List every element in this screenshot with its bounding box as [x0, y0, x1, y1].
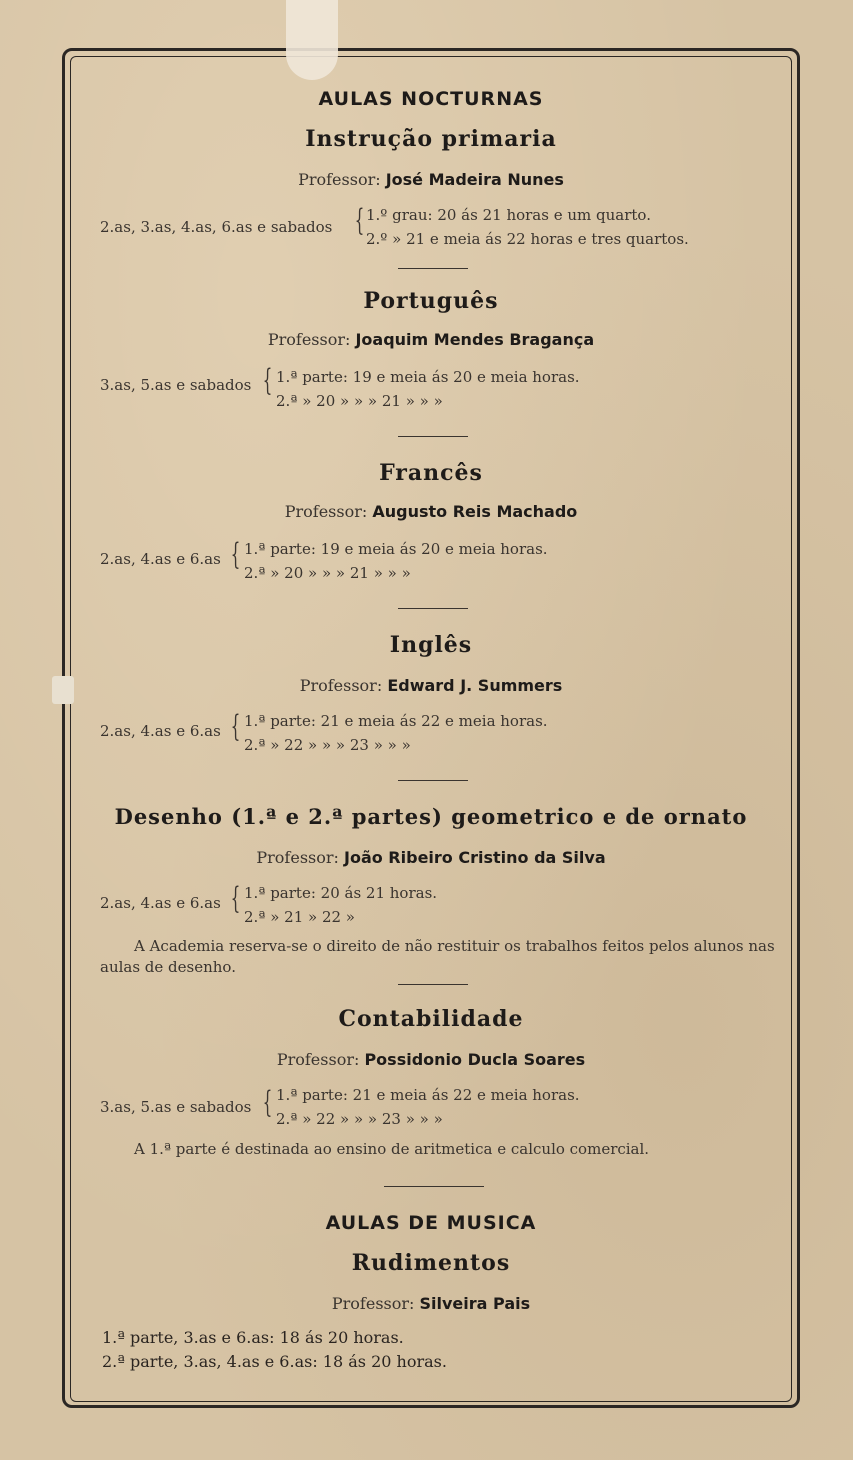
separator: [398, 268, 468, 269]
schedule-line-1: 1.ª parte: 21 e meia ás 22 e meia horas.: [276, 1086, 580, 1104]
brace: {: [354, 203, 365, 238]
subject-frances: Francês: [379, 460, 483, 486]
professor-ingles: [70, 676, 792, 695]
professor-name: Joaquim Mendes Bragança: [355, 330, 595, 349]
professor-portugues: [70, 330, 792, 349]
professor-name: Edward J. Summers: [387, 676, 563, 695]
professor-label: Professor:: [299, 676, 383, 695]
days-instrucao: 2.as, 3.as, 4.as, 6.as e sabados: [100, 218, 333, 236]
professor-contabilidade: [70, 1050, 792, 1069]
schedule-line-2: 2.ª » 20 » » » 21 » » »: [244, 564, 411, 582]
professor-name: José Madeira Nunes: [385, 170, 564, 189]
professor-instrucao: [70, 170, 792, 189]
section-title-nocturnas: AULAS NOCTURNAS: [318, 88, 544, 110]
subject-ingles: Inglês: [389, 632, 473, 658]
schedule-line-1: 1.ª parte: 19 e meia ás 20 e meia horas.: [244, 540, 548, 558]
professor-frances: [70, 502, 792, 521]
schedule-line-2: 2.ª parte, 3.as, 4.as e 6.as: 18 ás 20 horas.: [102, 1352, 447, 1371]
separator: [398, 984, 468, 985]
professor-name: Silveira Pais: [419, 1294, 531, 1313]
subject-instrucao: Instrução primaria: [305, 126, 557, 152]
professor-desenho: [70, 848, 792, 867]
schedule-line-1: 1.ª parte: 19 e meia ás 20 e meia horas.: [276, 368, 580, 386]
schedule-line-1: 1.ª parte: 20 ás 21 horas.: [244, 884, 438, 902]
brace: {: [230, 709, 241, 744]
separator: [398, 780, 468, 781]
separator: [398, 436, 468, 437]
schedule-line-2: 2.ª » 22 » » » 23 » » »: [276, 1110, 443, 1128]
schedule-line-2: 2.º » 21 e meia ás 22 horas e tres quartos.: [366, 230, 689, 248]
subject-desenho: Desenho (1.ª e 2.ª partes) geometrico e de ornato: [114, 804, 748, 829]
brace: {: [230, 881, 241, 916]
schedule-line-2: 2.ª » 22 » » » 23 » » »: [244, 736, 411, 754]
professor-label: Professor:: [298, 170, 381, 189]
professor-rudimentos: [70, 1294, 792, 1313]
schedule-line-1: 1.ª parte: 21 e meia ás 22 e meia horas.: [244, 712, 548, 730]
professor-name: Possidonio Ducla Soares: [364, 1050, 586, 1069]
schedule-line-1: 1.ª parte, 3.as e 6.as: 18 ás 20 horas.: [102, 1328, 404, 1347]
brace: {: [230, 537, 241, 572]
professor-name: Augusto Reis Machado: [372, 502, 578, 521]
professor-label: Professor:: [276, 1050, 360, 1069]
subject-rudimentos: Rudimentos: [351, 1250, 511, 1276]
separator: [384, 1186, 484, 1187]
separator: [398, 608, 468, 609]
professor-label: Professor:: [267, 330, 351, 349]
subject-contabilidade: Contabilidade: [338, 1006, 524, 1032]
professor-label: Professor:: [331, 1294, 415, 1313]
schedule-line-1: 1.º grau: 20 ás 21 horas e um quarto.: [366, 206, 651, 224]
schedule-line-2: 2.ª » 20 » » » 21 » » »: [276, 392, 443, 410]
brace: {: [262, 363, 273, 398]
professor-label: Professor:: [256, 848, 339, 867]
professor-label: Professor:: [284, 502, 368, 521]
days-portugues: 3.as, 5.as e sabados: [100, 376, 252, 394]
brace: {: [262, 1085, 273, 1120]
note-desenho: A Academia reserva-se o direito de não restituir os trabalhos feitos pelos alunos nas aulas de desenho.: [100, 937, 775, 976]
note-contabilidade: A 1.ª parte é destinada ao ensino de aritmetica e calculo comercial.: [134, 1140, 650, 1158]
days-desenho: 2.as, 4.as e 6.as: [100, 894, 221, 912]
schedule-line-2: 2.ª » 21 » 22 »: [244, 908, 355, 926]
subject-portugues: Português: [363, 288, 499, 314]
days-contabilidade: 3.as, 5.as e sabados: [100, 1098, 252, 1116]
days-ingles: 2.as, 4.as e 6.as: [100, 722, 221, 740]
section-title-musica: AULAS DE MUSICA: [325, 1212, 537, 1234]
days-frances: 2.as, 4.as e 6.as: [100, 550, 221, 568]
professor-name: João Ribeiro Cristino da Silva: [344, 848, 606, 867]
paper-tab: [286, 0, 338, 80]
